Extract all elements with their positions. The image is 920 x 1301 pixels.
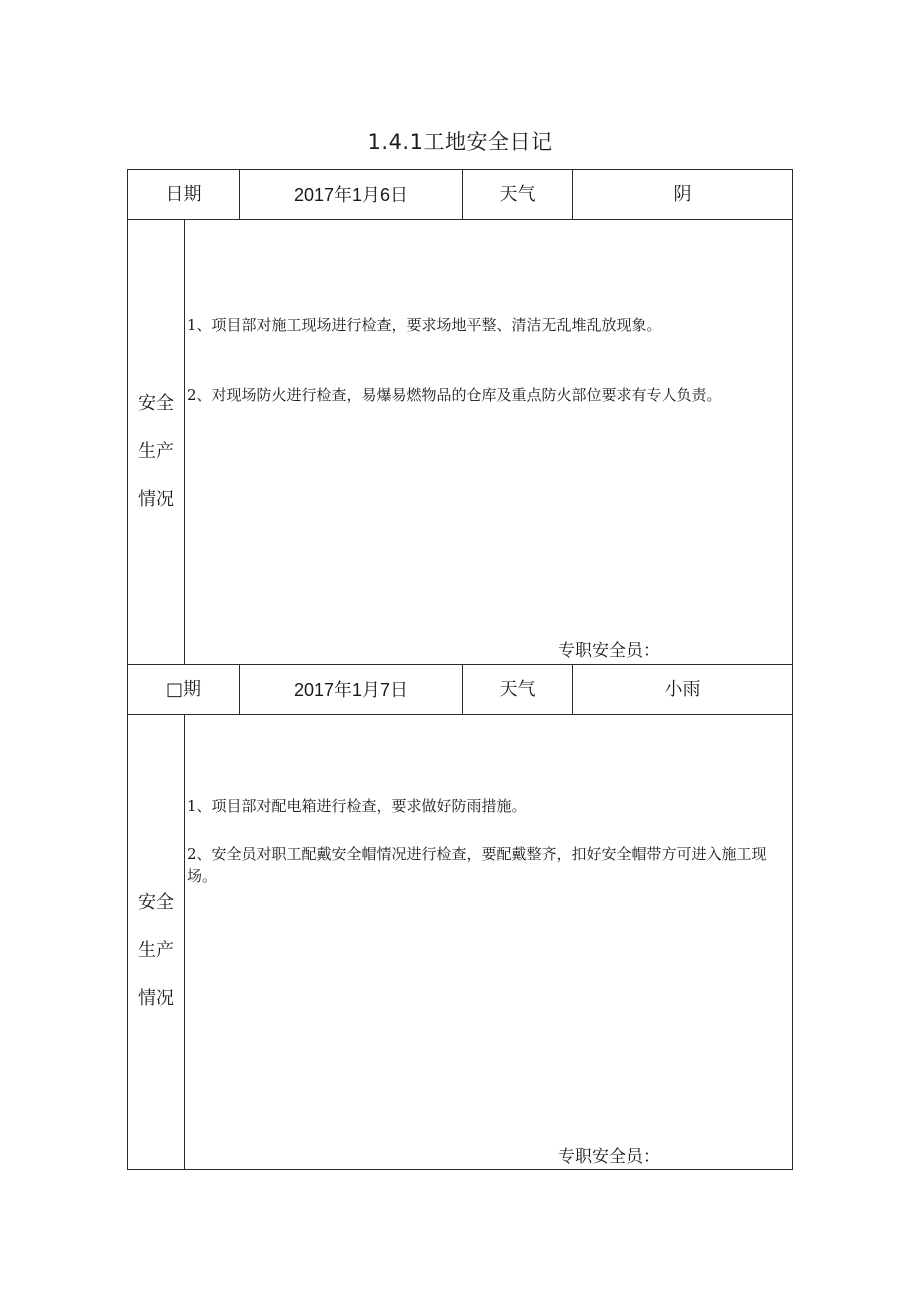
date-label: 日期 bbox=[165, 184, 202, 205]
table-border-bottom bbox=[127, 1169, 793, 1170]
section-divider bbox=[184, 715, 185, 1170]
row-divider bbox=[127, 219, 793, 220]
row-divider bbox=[127, 714, 793, 715]
date-label: □期 bbox=[165, 679, 201, 700]
date-value: 2017年1月6日 bbox=[293, 185, 409, 205]
section-label bbox=[128, 879, 184, 1023]
date-value: 2017年1月7日 bbox=[293, 680, 409, 700]
weather-label: 天气 bbox=[499, 679, 536, 700]
section-divider bbox=[184, 220, 185, 664]
log-entry: 1、项目部对施工现场进行检查，要求场地平整、清洁无乱堆乱放现象。 bbox=[187, 316, 662, 334]
weather-label: 天气 bbox=[499, 184, 536, 205]
section-label bbox=[128, 380, 184, 524]
section-label-line: 情况 bbox=[138, 988, 174, 1009]
page-title: 1.4.1工地安全日记 bbox=[367, 130, 553, 154]
section-label-line: 安全 bbox=[138, 393, 174, 414]
section-label-line: 安全 bbox=[138, 892, 174, 913]
weather-value: 阴 bbox=[673, 184, 692, 205]
weather-value: 小雨 bbox=[664, 679, 701, 700]
log-entry: 2、安全员对职工配戴安全帽情况进行检查，要配戴整齐，扣好安全帽带方可进入施工现场。 bbox=[187, 845, 767, 885]
section-label-line: 情况 bbox=[138, 489, 174, 510]
section-label-line: 生产 bbox=[138, 441, 174, 462]
log-entry: 1、项目部对配电箱进行检查，要求做好防雨措施。 bbox=[187, 797, 527, 815]
section-label-line: 生产 bbox=[138, 940, 174, 961]
safety-officer-label: 专职安全员： bbox=[558, 1147, 660, 1167]
safety-officer-label: 专职安全员： bbox=[558, 641, 660, 661]
table-border-top bbox=[127, 169, 793, 170]
log-entry: 2、对现场防火进行检查，易爆易燃物品的仓库及重点防火部位要求有专人负责。 bbox=[187, 386, 722, 404]
row-divider bbox=[127, 664, 793, 665]
table-border-right bbox=[792, 169, 793, 1170]
